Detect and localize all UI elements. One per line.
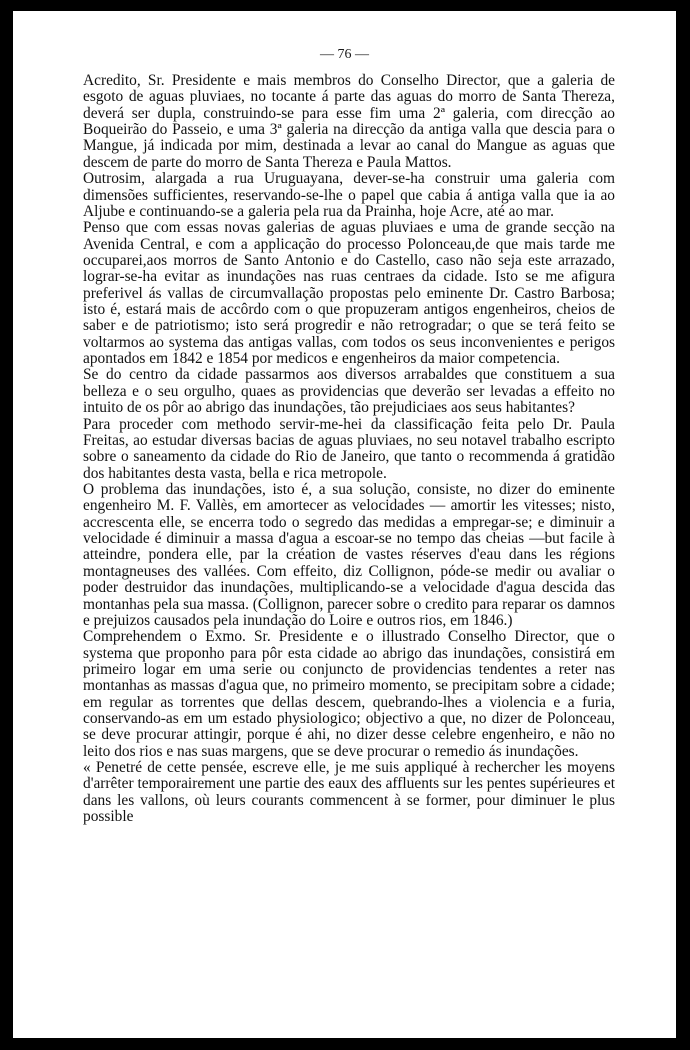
paragraph: Se do centro da cidade passarmos aos diversos arrabaldes que constituem a sua belleza e o seu orgulho, quaes as providencias que deverão ser levadas a effeito no intuito de os pôr ao abrigo das inundações, tão prejudiciaes aos seus habitantes?: [83, 366, 615, 417]
page-number: — 76 —: [320, 47, 369, 62]
paragraph: « Penetré de cette pensée, escreve elle, je me suis appliqué à rechercher les moyens d'arrêter temporairement une partie des eaux des affluents sur les pentes supérieures et dans les vallons, où leurs courants commencent à se former, pour diminuer le plus possible: [83, 759, 615, 826]
paragraph: Para proceder com methodo servir-me-hei da classificação feita pelo Dr. Paula Freitas, ao estudar diversas bacias de aguas pluviaes, no seu notavel trabalho escripto sobre o saneamento da cidade do Rio de Janeiro, que tanto o recommenda á gratidão dos habitantes desta vasta, bella e rica metropole.: [83, 415, 615, 482]
paragraph: Penso que com essas novas galerias de aguas pluviaes e uma de grande secção na Avenida Central, e com a applicação do processo Polonceau,de que mais tarde me occuparei,aos morros de Santo Antonio e do Castello, caso não seja este arrazado, lograr-se-ha evitar as inundações nas ruas centraes da cidade. Isto se me afigura preferivel ás vallas de circumvallação propostas pelo eminente Dr. Castro Barbosa; isto é, estará mais de accôrdo com o que propuzeram antigos engenheiros, cheios de saber e de patriotismo; isto será progredir e não retrogradar; o que se terá feito se voltarmos ao systema das antigas vallas, com todos os seus inconvenientes e perigos apontados em 1842 e 1854 por medicos e engenheiros da maior competencia.: [83, 219, 615, 368]
paragraph: Acredito, Sr. Presidente e mais membros do Conselho Director, que a galeria de esgoto de aguas pluviaes, no tocante á parte das aguas do morro de Santa Thereza, deverá ser dupla, construindo-se para esse fim uma 2ª galeria, com direcção ao Boqueirão do Passeio, e uma 3ª galeria na direcção da antiga valla que descia para o Mangue, já indicada por mim, destinada a levar ao canal do Mangue as aguas que descem de parte do morro de Santa Thereza e Paula Mattos.: [83, 72, 615, 171]
paragraph: O problema das inundações, isto é, a sua solução, consiste, no dizer do eminente engenheiro M. F. Vallès, em amortecer as velocidades — amortir les vitesses; nisto, accrescenta elle, se encerra todo o segredo das medidas a empregar-se; e diminuir a velocidade é diminuir a massa d'agua a escoar-se no tempo das cheias —but facile à atteindre, pondera elle, par la création de vastes réserves d'eau dans les régions montagneuses des vallées. Com effeito, diz Collignon, póde-se medir ou avaliar o poder destruidor das inundações, multiplicando-se a velocidade d'agua descida das montanhas pela sua massa. (Collignon, parecer sobre o credito para reparar os damnos e prejuizos causados pela inundação do Loire e outros rios, em 1846.): [83, 480, 615, 629]
document-page: [13, 11, 676, 1038]
body-text: [83, 73, 615, 826]
paragraph: Outrosim, alargada a rua Uruguayana, dever-se-ha construir uma galeria com dimensões sufficientes, reservando-se-lhe o papel que cabia á antiga valla que ia ao Aljube e continuando-se a galeria pela rua da Prainha, hoje Acre, até ao mar.: [83, 170, 615, 220]
paragraph: Comprehendem o Exmo. Sr. Presidente e o illustrado Conselho Director, que o systema que proponho para pôr esta cidade ao abrigo das inundações, consistirá em primeiro logar em uma serie ou conjuncto de providencias tendentes a reter nas montanhas as massas d'agua que, no primeiro momento, se precipitam sobre a cidade; em regular as torrentes que dellas descem, quebrando-lhes a violencia e a furia, conservando-as em um estado physiologico; objectivo a que, no dizer de Polonceau, se deve procurar attingir, porque é ahi, no dizer desse celebre engenheiro, e não no leito dos rios e nas suas margens, que se deve procurar o remedio ás inundações.: [83, 628, 615, 760]
